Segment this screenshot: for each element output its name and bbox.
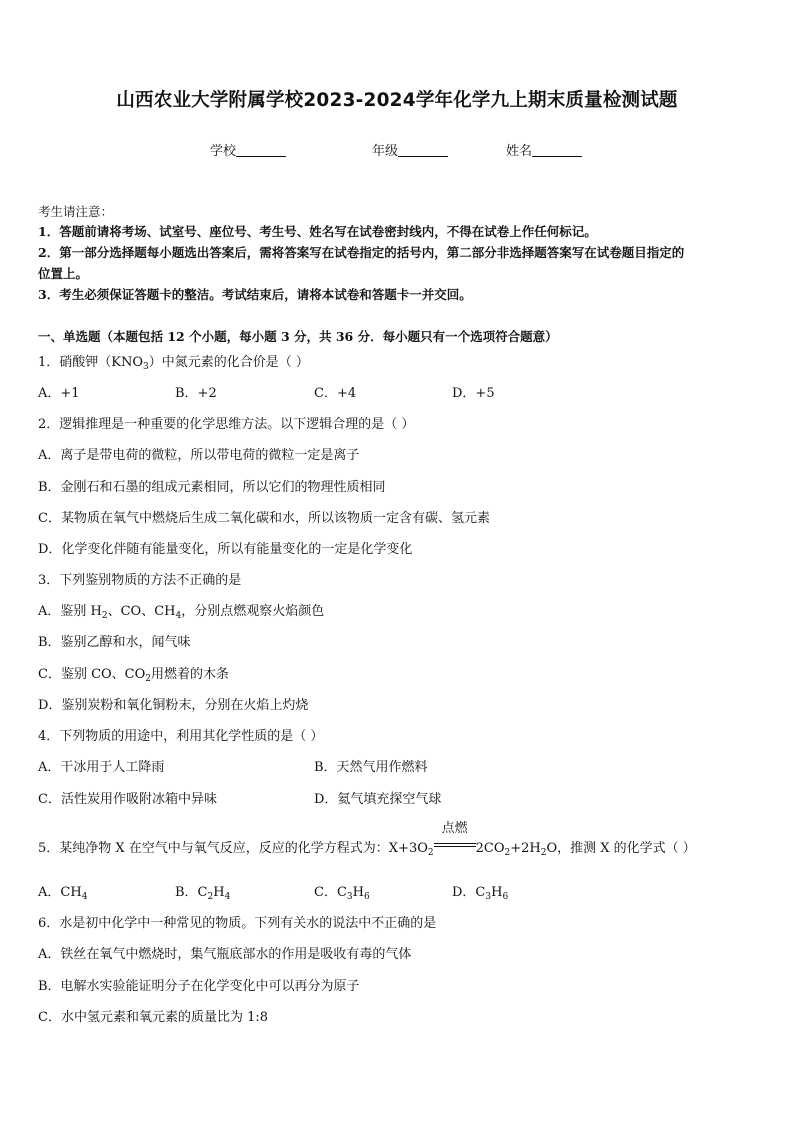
q6-option-b[interactable]: B．电解水实验能证明分子在化学变化中可以再分为原子 (38, 979, 360, 994)
grade-field (372, 140, 448, 159)
q2-option-b[interactable]: B．金刚石和石墨的组成元素相同，所以它们的物理性质相同 (38, 480, 386, 495)
reaction-arrow (434, 821, 476, 854)
q1-option-c[interactable]: C．+4 (314, 386, 357, 401)
grade-label: 年级 (372, 144, 399, 159)
q6-option-a[interactable]: A．铁丝在氧气中燃烧时，集气瓶底部水的作用是吸收有毒的气体 (38, 947, 412, 962)
grade-blank[interactable] (398, 143, 448, 157)
q4-option-b[interactable]: B．天然气用作燃料 (314, 760, 428, 775)
q1-stem: 1．硝酸钾$(KNO_3)$中氮元素的化合价是（ ） (38, 355, 309, 372)
school-label: 学校 (210, 144, 237, 159)
q3-option-a[interactable]: A．鉴别 $H_2$、CO、$CH_4$，分别点燃观察火焰颜色 (38, 604, 325, 621)
q5-option-c[interactable]: C．$C_3H_6$ (314, 885, 370, 902)
notice-item-2: 2．第一部分选择题每小题选出答案后，需将答案写在试卷指定的括号内，第二部分非选择题答案写在试卷题目指定的 (38, 245, 685, 260)
q5-stem: 5．某纯净物 X 在空气中与氧气反应，反应的化学方程式为：$X+3O_2$ 点燃 $2CO_2+2H_2O$，推测 X 的化学式（ ） (38, 821, 696, 858)
q4-option-c[interactable]: C．活性炭用作吸附冰箱中异味 (38, 792, 217, 807)
q1-option-d[interactable]: D．+5 (452, 386, 495, 401)
page-title: 山西农业大学附属学校2023-2024学年化学九上期末质量检测试题 (116, 90, 678, 111)
q2-option-c[interactable]: C．某物质在氧气中燃烧后生成二氧化碳和水，所以该物质一定含有碳、氢元素 (38, 511, 490, 526)
q6-option-c[interactable]: C．水中氢元素和氧元素的质量比为 1:8 (38, 1010, 269, 1025)
q5-option-d[interactable]: D．$C_3H_6$ (452, 885, 509, 902)
q5-option-a[interactable]: A．$CH_4$ (38, 885, 88, 902)
notice-heading: 考生请注意： (38, 204, 114, 219)
name-field (506, 140, 582, 159)
q3-option-d[interactable]: D．鉴别炭粉和氧化铜粉末，分别在火焰上灼烧 (38, 698, 309, 713)
q6-stem: 6．水是初中化学中一种常见的物质。下列有关水的说法中不正确的是 (38, 916, 437, 931)
school-blank[interactable] (236, 143, 286, 157)
q5-option-b[interactable]: B．$C_2H_4$ (175, 885, 231, 902)
q1-option-b[interactable]: B．+2 (175, 386, 217, 401)
q3-stem: 3．下列鉴别物质的方法不正确的是 (38, 573, 242, 588)
q4-option-d[interactable]: D．氦气填充探空气球 (314, 792, 442, 807)
notice-item-3: 3．考生必须保证答题卡的整洁。考试结束后，请将本试卷和答题卡一并交回。 (38, 287, 472, 302)
notice-item-2-cont: 位置上。 (38, 266, 89, 281)
name-label: 姓名 (506, 144, 533, 159)
q3-option-c[interactable]: C．鉴别 CO、$CO_2$用燃着的木条 (38, 667, 230, 684)
q4-stem: 4．下列物质的用途中，利用其化学性质的是（ ） (38, 729, 324, 744)
q2-option-d[interactable]: D．化学变化伴随有能量变化，所以有能量变化的一定是化学变化 (38, 542, 413, 557)
q4-option-a[interactable]: A．干冰用于人工降雨 (38, 760, 165, 775)
reaction-condition: 点燃 (441, 821, 468, 836)
school-field (210, 140, 286, 159)
q3-option-b[interactable]: B．鉴别乙醇和水，闻气味 (38, 635, 191, 650)
q2-option-a[interactable]: A．离子是带电荷的微粒，所以带电荷的微粒一定是离子 (38, 448, 360, 463)
q2-stem: 2．逻辑推理是一种重要的化学思维方法。以下逻辑合理的是（ ） (38, 417, 415, 432)
name-blank[interactable] (532, 143, 582, 157)
section-heading: 一、单选题（本题包括 12 个小题，每小题 3 分，共 36 分．每小题只有一个选项符合题意） (38, 329, 558, 344)
q1-option-a[interactable]: A．+1 (38, 386, 80, 401)
notice-item-1: 1．答题前请将考场、试室号、座位号、考生号、姓名写在试卷密封线内，不得在试卷上作任何标记。 (38, 224, 597, 239)
